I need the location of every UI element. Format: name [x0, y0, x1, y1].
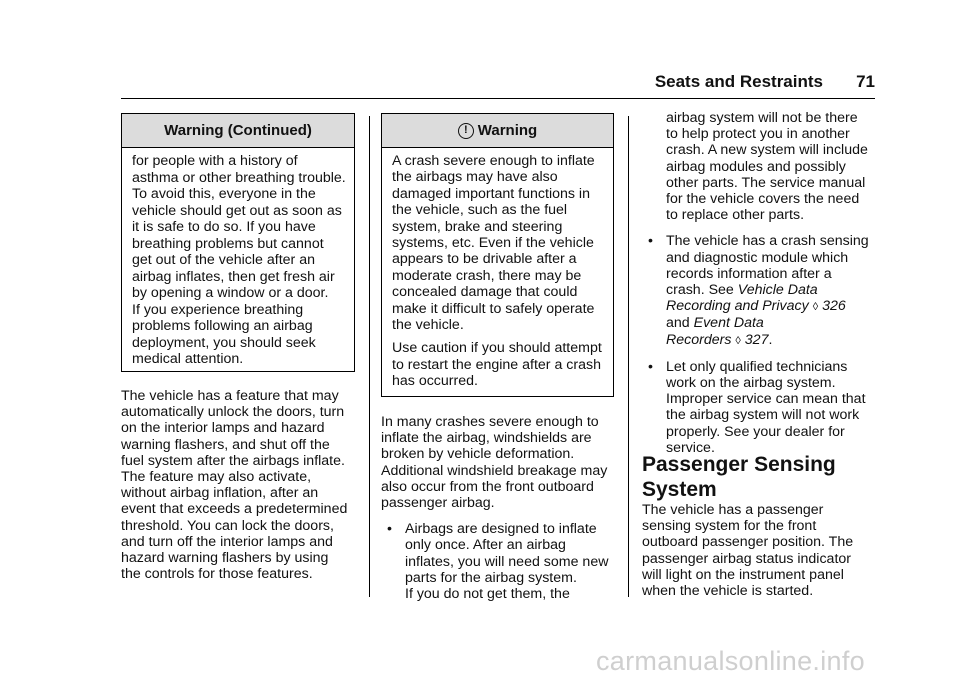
text-line	[666, 332, 882, 349]
text-line: records information after a	[666, 265, 832, 282]
text-line: inflate the airbag, windshields are	[381, 430, 592, 447]
bullet-item	[642, 233, 882, 348]
text-line: Additional windshield breakage may	[381, 462, 608, 479]
text-line: to restart the engine after a crash	[392, 356, 601, 373]
page-header	[121, 72, 875, 96]
heading-line: Passenger Sensing	[642, 453, 836, 476]
text-line: broken by vehicle deformation.	[381, 446, 575, 463]
heading-line: System	[642, 478, 717, 501]
text-line: airbag inflates, then get fresh air	[132, 268, 335, 285]
text-line: threshold. You can lock the doors,	[121, 517, 334, 534]
text-line: the controls for those features.	[121, 566, 313, 583]
cross-reference-link[interactable]: Event Data	[693, 315, 764, 332]
col3-section-paragraph	[642, 502, 882, 599]
text-line: inflates, you will need some new	[405, 553, 609, 570]
text-line: by opening a window or a door.	[132, 285, 329, 301]
text-line: it is safe to do so. If you have	[132, 219, 316, 235]
text-line: passenger airbag.	[381, 495, 495, 512]
bullet-marker: •	[387, 521, 392, 538]
column-divider-1	[369, 116, 370, 597]
text-line: deployment, you should seek	[132, 334, 316, 351]
text-line: airbag system will not be there	[666, 110, 858, 126]
text-line: service.	[666, 439, 715, 456]
text-line: the vehicle.	[392, 317, 464, 334]
watermark: carmanualsonline.info	[596, 646, 865, 676]
cross-reference-link[interactable]: Vehicle Data	[737, 282, 818, 299]
text-line: and turn off the interior lamps and	[121, 533, 333, 550]
text-line: has occurred.	[392, 373, 478, 390]
warning-box-body	[122, 148, 354, 368]
warning-box-title-row	[382, 114, 613, 148]
text-line: system, brake and steering	[392, 218, 563, 235]
text-line: breathing problems but cannot	[132, 235, 324, 252]
text-line: to replace other parts.	[666, 207, 805, 224]
section-title: Seats and Restraints	[654, 72, 823, 91]
warning-box-title: Warning	[477, 122, 538, 139]
text-fragment: and	[666, 315, 694, 332]
text-line: to help protect you in another	[666, 126, 850, 143]
text-line: only once. After an airbag	[405, 537, 566, 554]
text-line: hazard warning flashers by using	[121, 550, 329, 567]
text-line: when the vehicle is started.	[642, 583, 814, 600]
text-fragment: crash. See	[666, 282, 738, 299]
text-line: other parts. The service manual	[666, 174, 866, 191]
text-line: and diagnostic module which	[666, 249, 849, 266]
bullet-marker: •	[648, 358, 653, 375]
page-reference[interactable]: 326	[822, 298, 846, 315]
bullet-item	[642, 359, 882, 456]
cross-reference-link[interactable]: Recorders	[666, 331, 732, 348]
text-line: work on the airbag system.	[666, 375, 836, 392]
text-line: automatically unlock the doors, turn	[121, 404, 345, 421]
text-line: sensing system for the front	[642, 518, 817, 535]
text-line: passenger airbag status indicator	[642, 550, 851, 567]
text-line: for people with a history of	[132, 153, 298, 169]
warning-paragraph-1	[392, 153, 605, 333]
text-line: moderate crash, there may be	[392, 267, 582, 284]
warning-paragraph-2	[392, 340, 605, 389]
text-line: airbag modules and possibly	[666, 158, 846, 175]
column-divider-2	[628, 116, 629, 597]
text-line: properly. See your dealer for	[666, 423, 845, 440]
text-line: the airbags may have also	[392, 169, 558, 186]
text-line: concealed damage that could	[392, 284, 578, 301]
text-line: Let only qualified technicians	[666, 358, 848, 375]
text-line: warning flashers, and shut off the	[121, 436, 330, 453]
text-line: fuel system after the airbags inflate.	[121, 452, 345, 469]
text-line: The vehicle has a passenger	[642, 502, 824, 518]
warning-box	[381, 113, 614, 397]
text-line: If you experience breathing	[132, 301, 304, 318]
text-line: outboard passenger position. The	[642, 534, 854, 551]
text-line: make it difficult to safely operate	[392, 300, 595, 317]
section-heading	[642, 452, 836, 502]
warning-circle-icon: !	[458, 123, 474, 139]
text-line: without airbag inflation, after an	[121, 485, 319, 502]
text-line: Airbags are designed to inflate	[405, 521, 597, 538]
text-line: damaged important functions in	[392, 185, 590, 202]
text-line: To avoid this, everyone in the	[132, 186, 316, 202]
text-line	[666, 315, 882, 331]
page-number: 71	[856, 72, 875, 91]
text-line	[666, 298, 882, 315]
text-line: also occur from the front outboard	[381, 478, 594, 495]
cross-reference-link[interactable]: Recording and Privacy	[666, 298, 809, 315]
text-line: If you do not get them, the	[405, 586, 570, 603]
page-ref-icon: ◊	[812, 301, 819, 314]
page-reference[interactable]: 327	[744, 331, 769, 348]
text-line: Improper service can mean that	[666, 391, 866, 408]
text-line: The feature may also activate,	[121, 469, 312, 486]
col3-content	[642, 110, 882, 456]
text-line: crash. A new system will include	[666, 142, 868, 159]
col1-paragraph	[121, 388, 361, 582]
warning-continued-box	[121, 113, 355, 372]
text-line: systems, etc. Even if the vehicle	[392, 235, 594, 252]
text-line: parts for the airbag system.	[405, 569, 577, 586]
bullet-item	[381, 521, 621, 602]
text-line: Use caution if you should attempt	[392, 340, 602, 357]
text-line: on the interior lamps and hazard	[121, 420, 325, 437]
bullet-continuation	[642, 110, 882, 223]
text-line: the airbag system will not work	[666, 407, 860, 424]
text-line: get out of the vehicle after an	[132, 252, 315, 268]
text-fragment: .	[768, 331, 773, 348]
page-ref-icon: ◊	[735, 334, 741, 347]
bullet-marker: •	[648, 233, 653, 250]
text-line	[666, 282, 882, 298]
text-line: event that exceeds a predetermined	[121, 501, 348, 518]
text-line: appears to be drivable after a	[392, 251, 577, 268]
text-line: problems following an airbag	[132, 318, 313, 334]
text-line: The vehicle has a feature that may	[121, 388, 339, 404]
text-line: asthma or other breathing trouble.	[132, 169, 346, 186]
text-line: the vehicle, such as the fuel	[392, 202, 568, 219]
header-rule	[121, 98, 875, 99]
text-line: medical attention.	[132, 351, 244, 367]
text-line: The vehicle has a crash sensing	[666, 233, 869, 250]
text-line: A crash severe enough to inflate	[392, 153, 595, 169]
text-line: for the vehicle covers the need	[666, 191, 860, 208]
text-line: vehicle should get out as soon as	[132, 202, 342, 219]
col2-paragraph	[381, 414, 621, 602]
text-line: In many crashes severe enough to	[381, 414, 599, 430]
text-line: will light on the instrument panel	[642, 566, 844, 583]
warning-box-body	[382, 148, 613, 390]
warning-box-title: Warning (Continued)	[122, 114, 354, 148]
